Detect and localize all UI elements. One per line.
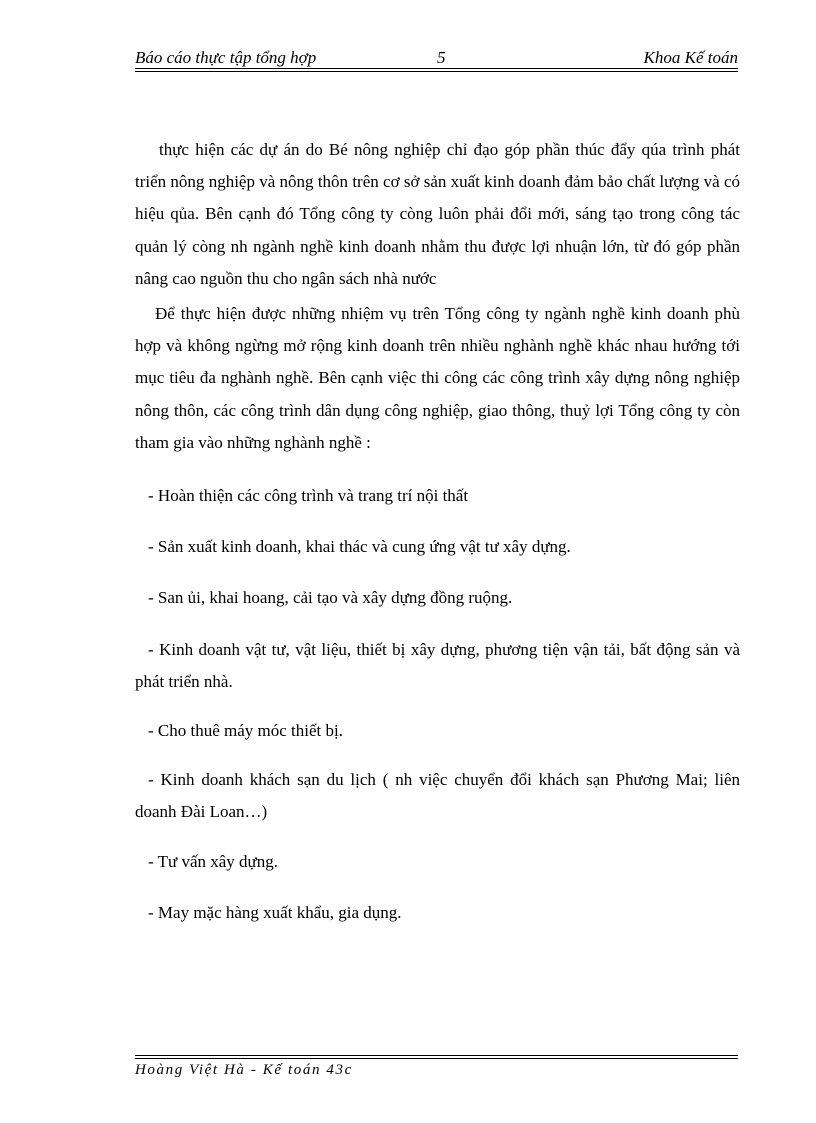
header-page-number: 5 [437, 48, 446, 67]
list-item: - San ủi, khai hoang, cải tạo và xây dựng đồng ruộng. [148, 588, 513, 608]
header-department: Khoa Kế toán [643, 48, 738, 67]
body-paragraph: Để thực hiện được những nhiệm vụ trên Tổng công ty ngành nghề kinh doanh phù hợp và không ngừng mở rộng kinh doanh trên nhiều nghành nghề khác nhau hướng tới mục tiêu đa nghành nghề. Bên cạnh việc thi công các công trình xây dựng nông nghiệp nông thôn, các công trình dân dụng công nghiệp, giao thông, thuỷ lợi Tổng công ty còn tham gia vào những nghành nghề : [135, 304, 740, 452]
page-header [135, 48, 738, 70]
page-body [135, 134, 740, 929]
body-paragraph: thực hiện các dự án do Bé nông nghiệp chỉ đạo góp phần thúc đẩy qúa trình phát triển nông nghiệp và nông thôn trên cơ sở sản xuất kinh doanh đảm bảo chất lượng và có hiệu qủa. Bên cạnh đó Tổng công ty còng luôn phải đổi mới, sáng tạo trong công tác quản lý còng nh ngành nghề kinh doanh nhằm thu được lợi nhuận lớn, từ đó góp phần nâng cao nguồn thu cho ngân sách nhà nước [135, 140, 740, 288]
list-item: - Sản xuất kinh doanh, khai thác và cung ứng vật tư xây dựng. [148, 537, 571, 557]
page-footer: Hoàng Việt Hà - Kế toán 43c [135, 1062, 353, 1078]
list-item: - Tư vấn xây dựng. [148, 851, 279, 871]
footer-divider [135, 1055, 738, 1059]
list-item: - Kinh doanh vật tư, vật liệu, thiết bị xây dựng, phương tiện vận tải, bất động sản và phát triển nhà. [135, 639, 740, 691]
list-item: - Kinh doanh khách sạn du lịch ( nh việc chuyển đổi khách sạn Phương Mai; liên doanh Đài Loan…) [135, 770, 740, 822]
list-item: - Hoàn thiện các công trình và trang trí nội thất [148, 486, 469, 506]
header-report-title: Báo cáo thực tập tổng hợp [135, 48, 317, 67]
list-item: - May mặc hàng xuất khẩu, gia dụng. [148, 902, 402, 922]
header-divider [135, 68, 738, 72]
list-item: - Cho thuê máy móc thiết bị. [148, 721, 343, 741]
